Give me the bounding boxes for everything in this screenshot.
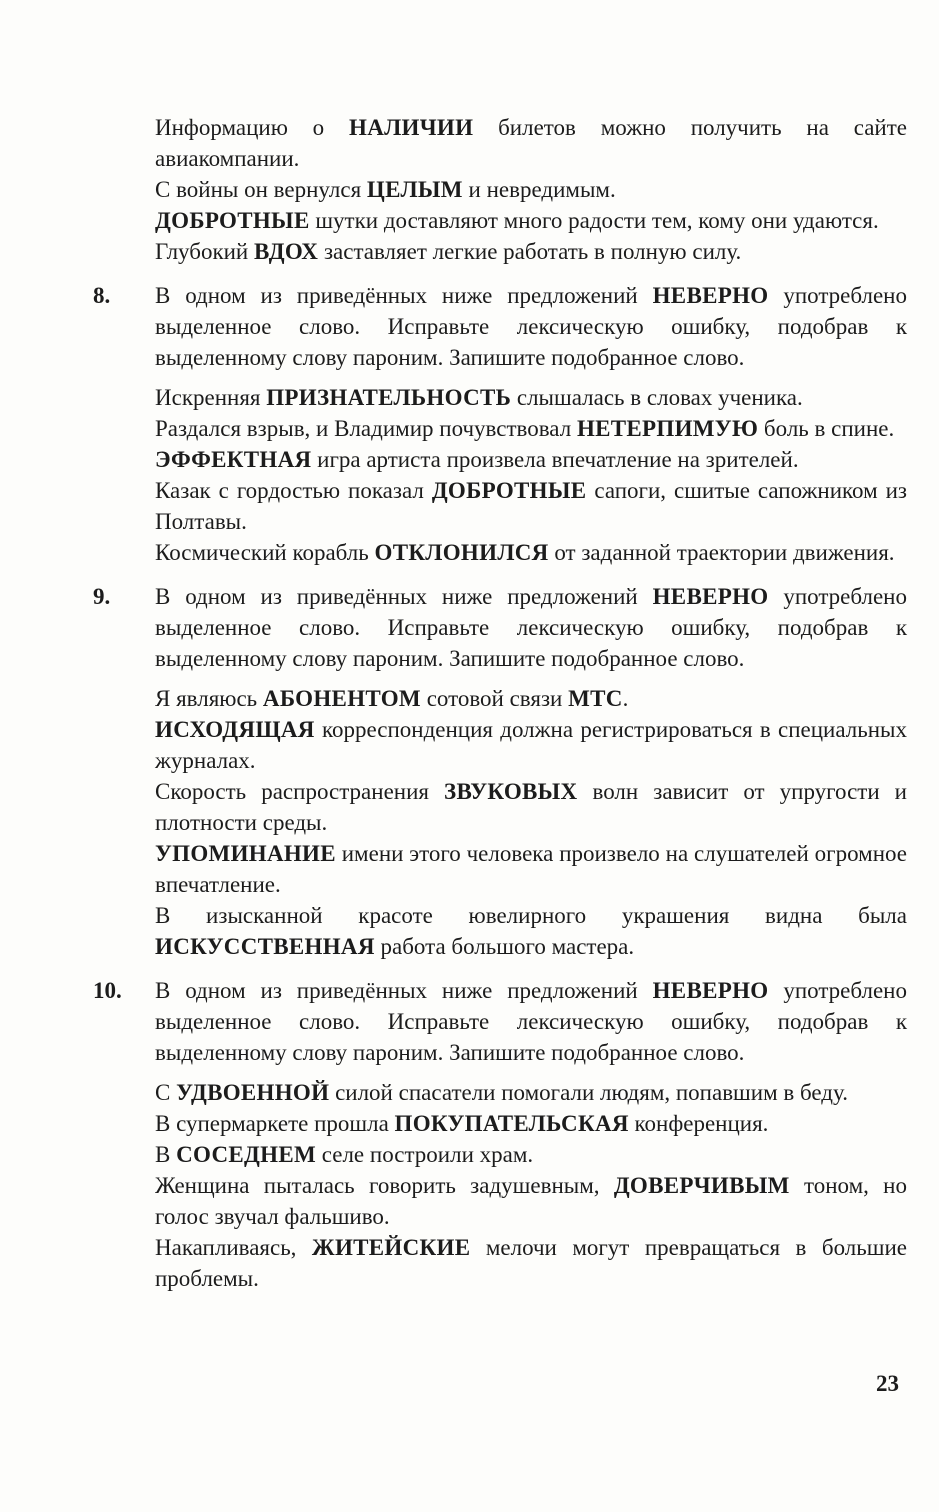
- sentence: Я являюсь АБОНЕНТОМ сотовой связи МТС.: [155, 686, 629, 711]
- sentence: Глубокий ВДОХ заставляет легкие работать в полную силу.: [155, 239, 742, 264]
- sentence: Накапливаясь, ЖИТЕЙСКИЕ мелочи могут превращаться в большие проблемы.: [155, 1235, 907, 1291]
- sentence: ДОБРОТНЫЕ шутки доставляют много радости тем, кому они удаются.: [155, 208, 879, 233]
- task-sentences: [155, 382, 907, 568]
- sentence: Казак с гордостью показал ДОБРОТНЫЕ сапоги, сшитые сапожником из Полтавы.: [155, 478, 907, 534]
- sentence: ИСХОДЯЩАЯ корреспонденция должна регистрироваться в специальных журналах.: [155, 717, 907, 773]
- task-9: [93, 581, 907, 962]
- sentence: В супермаркете прошла ПОКУПАТЕЛЬСКАЯ конференция.: [155, 1111, 769, 1136]
- task-10: [93, 975, 907, 1294]
- sentence: Искренняя ПРИЗНАТЕЛЬНОСТЬ слышалась в словах ученика.: [155, 385, 803, 410]
- sentence: С войны он вернулся ЦЕЛЫМ и невредимым.: [155, 177, 616, 202]
- sentence: Космический корабль ОТКЛОНИЛСЯ от заданной траектории движения.: [155, 540, 895, 565]
- task-8: [93, 280, 907, 568]
- sentence: С УДВОЕННОЙ силой спасатели помогали людям, попавшим в беду.: [155, 1080, 848, 1105]
- task-sentences: [155, 683, 907, 962]
- task-number: 9.: [93, 584, 111, 609]
- sentence: Скорость распространения ЗВУКОВЫХ волн зависит от упругости и плотности среды.: [155, 779, 907, 835]
- task-instruction: В одном из приведённых ниже предложений НЕВЕРНО употреблено выделенное слово. Исправьте лексическую ошибку, подобрав к выделенному слову пароним. Запишите подобранное слово.: [155, 584, 907, 671]
- sentence: ЭФФЕКТНАЯ игра артиста произвела впечатление на зрителей.: [155, 447, 799, 472]
- task-sentences: [155, 1077, 907, 1294]
- sentence: Раздался взрыв, и Владимир почувствовал НЕТЕРПИМУЮ боль в спине.: [155, 416, 895, 441]
- task-number: 10.: [93, 978, 122, 1003]
- sentence: В СОСЕДНЕМ селе построили храм.: [155, 1142, 534, 1167]
- page-number: 23: [876, 1371, 899, 1396]
- task-instruction: В одном из приведённых ниже предложений НЕВЕРНО употреблено выделенное слово. Исправьте лексическую ошибку, подобрав к выделенному слову пароним. Запишите подобранное слово.: [155, 283, 907, 370]
- sentence: УПОМИНАНИЕ имени этого человека произвело на слушателей огромное впечатление.: [155, 841, 907, 897]
- task-number: 8.: [93, 283, 111, 308]
- task-instruction: В одном из приведённых ниже предложений НЕВЕРНО употреблено выделенное слово. Исправьте лексическую ошибку, подобрав к выделенному слову пароним. Запишите подобранное слово.: [155, 978, 907, 1065]
- sentence: Женщина пыталась говорить задушевным, ДОВЕРЧИВЫМ тоном, но голос звучал фальшиво.: [155, 1173, 907, 1229]
- sentence: Информацию о НАЛИЧИИ билетов можно получить на сайте авиакомпании.: [155, 115, 907, 171]
- sentence: В изысканной красоте ювелирного украшения видна была ИСКУССТВЕННАЯ работа большого мастера.: [155, 903, 907, 959]
- intro-sentences: [155, 112, 907, 267]
